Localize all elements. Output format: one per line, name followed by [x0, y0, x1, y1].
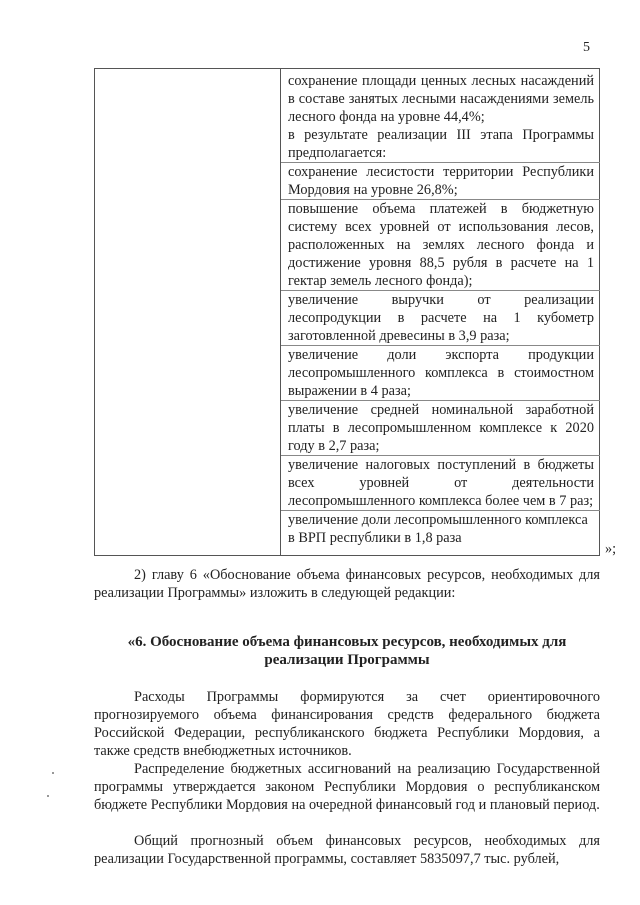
cell-text: увеличение средней номинальной заработной платы в лесопромышленном комплексе к 2020 году в 2,7 раза;: [288, 402, 594, 454]
closing-quote: »;: [605, 541, 617, 557]
body-paragraph: Расходы Программы формируются за счет ориентировочного прогнозируемого объема финансирования средств федерального бюджета Российской Федерации, республиканского бюджета Республики Мордовия, а также средств внебюджетных источников.: [94, 689, 600, 759]
cell-text: увеличение доли лесопромышленного комплекса в ВРП республики в 1,8 раза: [288, 512, 588, 546]
scan-speck: [47, 795, 49, 797]
page-number: 5: [583, 40, 590, 55]
section-heading: «6. Обоснование объема финансовых ресурсов, необходимых для реализации Программы: [127, 634, 567, 668]
body-paragraph: Распределение бюджетных ассигнований на реализацию Государственной программы утверждается законом Республики Мордовия о республиканском бюджете Республики Мордовия на очередной финансовый год и плановый период.: [94, 761, 600, 813]
cell-text: повышение объема платежей в бюджетную систему всех уровней от использования лесов, расположенных на землях лесного фонда и достижение уровня 88,5 рубля в расчете на 1 гектар земель лесного фонда);: [288, 201, 594, 289]
cell-text: сохранение площади ценных лесных насаждений в составе занятых лесными насаждениями земель лесного фонда на уровне 44,4%;: [288, 73, 594, 125]
body-paragraph: Общий прогнозный объем финансовых ресурсов, необходимых для реализации Государственной программы, составляет 5835097,7 тыс. рублей,: [94, 833, 600, 867]
amendment-item-2: 2) главу 6 «Обоснование объема финансовых ресурсов, необходимых для реализации Программы» изложить в следующей редакции:: [94, 567, 600, 601]
cell-text: увеличение налоговых поступлений в бюджеты всех уровней от деятельности лесопромышленного комплекса более чем в 7 раз;: [288, 457, 594, 509]
table-column-divider: [280, 68, 281, 556]
cell-text: увеличение доли экспорта продукции лесопромышленного комплекса в стоимостном выражении в 4 раза;: [288, 347, 594, 399]
scan-speck: [52, 772, 54, 774]
cell-text: в результате реализации III этапа Программы предполагается:: [288, 127, 594, 161]
table-cell-right: [288, 72, 594, 547]
cell-text: увеличение выручки от реализации лесопродукции в расчете на 1 кубометр заготовленной древесины в 3,9 раза;: [288, 292, 594, 344]
cell-text: сохранение лесистости территории Республики Мордовия на уровне 26,8%;: [288, 164, 594, 198]
